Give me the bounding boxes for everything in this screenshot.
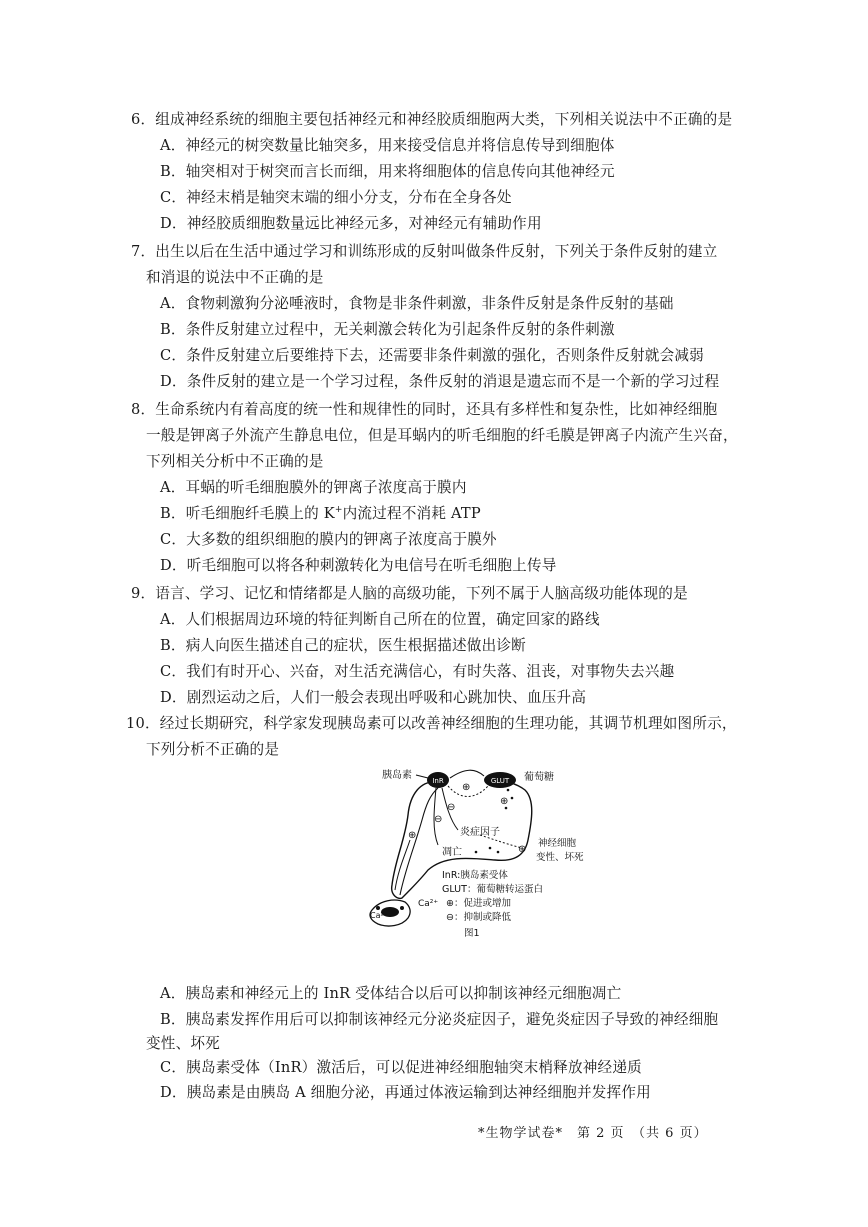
q10-option-d: D．胰岛素是由胰岛 A 细胞分泌，再通过体液运输到达神经细胞并发挥作用 <box>160 1084 651 1101</box>
inhibit-sign-2: ⊖ <box>434 814 443 825</box>
q7-stem-line1: 7．出生以后在生活中通过学习和训练形成的反射叫做条件反射，下列关于条件反射的建立 <box>131 243 718 260</box>
nerve-damage-label: 变性、坏死 <box>536 852 584 863</box>
q9-option-d: D．剧烈运动之后，人们一般会表现出呼吸和心跳加快、血压升高 <box>160 689 587 706</box>
legend-inhibit: ⊖：抑制或降低 <box>446 912 511 923</box>
insulin-label: 胰岛素 <box>382 770 412 781</box>
inr-label: InR <box>432 777 444 785</box>
vesicle-dot <box>376 906 380 910</box>
q7-stem-line2: 和消退的说法中不正确的是 <box>146 269 324 286</box>
glut-label: GLUT <box>490 777 510 785</box>
q6-stem: 6．组成神经系统的细胞主要包括神经元和神经胶质细胞两大类，下列相关说法中不正确的是 <box>131 111 733 128</box>
legend-glut: GLUT：葡萄糖转运蛋白 <box>442 884 543 895</box>
q8-option-c: C．大多数的组织细胞的膜内的钾离子浓度高于膜外 <box>160 531 497 548</box>
q8-stem-line1: 8．生命系统内有着高度的统一性和规律性的同时，还具有多样性和复杂性，比如神经细胞 <box>131 401 718 418</box>
nerve-cell-label: 神经细胞 <box>538 838 577 849</box>
q9-option-c: C．我们有时开心、兴奋，对生活充满信心，有时失落、沮丧，对事物失去兴趣 <box>160 663 675 680</box>
promote-sign: ⊕ <box>462 782 471 793</box>
q8-option-b-sup: + <box>334 505 343 516</box>
q8-stem-line2: 一般是钾离子外流产生静息电位，但是耳蜗内的听毛细胞的纤毛膜是钾离子内流产生兴奋， <box>146 427 738 444</box>
insulin-mechanism-figure <box>350 760 610 950</box>
insulin-pointer <box>416 775 428 778</box>
q10-option-c: C．胰岛素受体（InR）激活后，可以促进神经细胞轴突末梢释放神经递质 <box>160 1059 642 1076</box>
legend-inr: InR:胰岛素受体 <box>442 870 508 881</box>
q6-option-a: A．神经元的树突数量比轴突多，用来接受信息并将信息传导到细胞体 <box>160 137 615 154</box>
q10-stem-line2: 下列分析不正确的是 <box>146 741 280 758</box>
legend-promote: ⊕：促进或增加 <box>446 898 511 909</box>
q10-option-b-line2: 变性、坏死 <box>146 1035 220 1052</box>
q6-option-d: D．神经胶质细胞数量远比神经元多，对神经元有辅助作用 <box>160 215 542 232</box>
apoptosis-label: 凋亡 <box>442 847 462 858</box>
page-footer: *生物学试卷* 第 2 页 （共 6 页） <box>478 1126 708 1141</box>
q6-option-b: B．轴突相对于树突而言长而细，用来将细胞体的信息传向其他神经元 <box>160 163 615 180</box>
q8-stem-line3: 下列相关分析中不正确的是 <box>146 453 324 470</box>
promote-sign-2: ⊕ <box>408 830 417 841</box>
q8-option-a: A．耳蜗的听毛细胞膜外的钾离子浓度高于膜内 <box>160 479 467 496</box>
q8-option-d: D．听毛细胞可以将各种刺激转化为电信号在听毛细胞上传导 <box>160 557 557 574</box>
q10-stem-line1: 10．经过长期研究，科学家发现胰岛素可以改善神经细胞的生理功能，其调节机理如图所示， <box>126 715 737 732</box>
calcium-ion-label-2: Ca²⁺ <box>370 911 388 920</box>
q7-option-c: C．条件反射建立后要维持下去，还需要非条件刺激的强化，否则条件反射就会减弱 <box>160 347 704 364</box>
q7-option-b: B．条件反射建立过程中，无关刺激会转化为引起条件反射的条件刺激 <box>160 321 615 338</box>
q9-option-a: A．人们根据周边环境的特征判断自己所在的位置，确定回家的路线 <box>160 611 600 628</box>
q8-option-b-post: 内流过程不消耗 ATP <box>342 505 481 522</box>
figure-caption: 图1 <box>464 928 480 939</box>
promote-sign-4: ⊕ <box>518 844 527 855</box>
promote-sign-3: ⊕ <box>500 796 509 807</box>
q6-option-c: C．神经末梢是轴突末端的细小分支，分布在全身各处 <box>160 189 512 206</box>
inhibit-sign: ⊖ <box>447 802 456 813</box>
inr-to-glut-arrow <box>450 770 484 778</box>
calcium-ion-label: Ca²⁺ <box>418 899 439 909</box>
inflam-factor-label: 炎症因子 <box>460 827 500 838</box>
axon-branch <box>400 788 438 895</box>
q10-option-b-line1: B．胰岛素发挥作用后可以抑制该神经元分泌炎症因子，避免炎症因子导致的神经细胞 <box>160 1011 719 1028</box>
q8-option-b-pre: B．听毛细胞纤毛膜上的 K <box>160 505 335 522</box>
q9-stem: 9．语言、学习、记忆和情绪都是人脑的高级功能，下列不属于人脑高级功能体现的是 <box>131 585 688 602</box>
q7-option-d: D．条件反射的建立是一个学习过程，条件反射的消退是遗忘而不是一个新的学习过程 <box>160 373 720 390</box>
q10-option-a: A．胰岛素和神经元上的 InR 受体结合以后可以抑制该神经元细胞凋亡 <box>160 985 622 1002</box>
q8-option-b <box>160 504 481 524</box>
q7-option-a: A．食物刺激狗分泌唾液时，食物是非条件刺激，非条件反射是条件反射的基础 <box>160 295 674 312</box>
glucose-label: 葡萄糖 <box>524 772 554 783</box>
q9-option-b: B．病人向医生描述自己的症状，医生根据描述做出诊断 <box>160 637 526 654</box>
vesicle-dot <box>400 906 404 910</box>
